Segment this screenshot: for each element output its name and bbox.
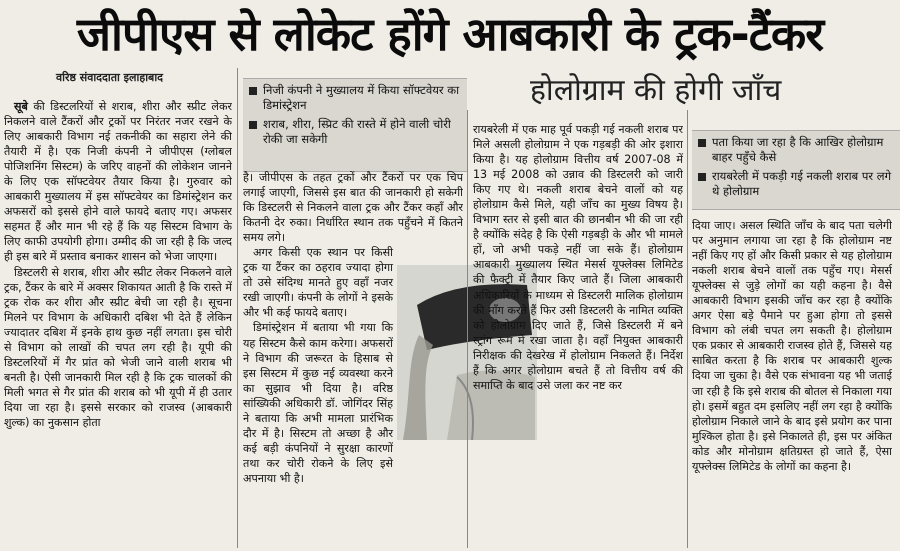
highlight-item (249, 83, 461, 113)
highlight-box-right (692, 130, 900, 210)
highlight-item (698, 135, 894, 165)
highlight-text: रायबरेली में पकड़ी गई नकली शराब पर लगे थे होलोग्राम (712, 169, 892, 198)
column-4-paragraph-1: दिया जाए। असल स्थिति जाँच के बाद पता चलेगी पर अनुमान लगाया जा रहा है कि होलोग्राम नष्ट नहीं किए गए हों और किसी प्रकार से यह होलोग्राम नकली शराब बेचने वालों तक पहुँच गए। मेसर्स यूफ्लेक्स से जुड़े लोगों का यही कहना है। वैसे आबकारी विभाग इसकी जाँच कर रहा है क्योंकि अगर ऐसा बड़े पैमाने पर हुआ होगा तो इससे विभाग को लंबी चपत लग सकती है। होलोग्राम एक प्रकार से आबकारी राजस्व होते हैं, जिससे यह साबित करता है कि शराब पर आबकारी शुल्क दिया जा चुका है। वैसे एक संभावना यह भी जताई जा रही है कि इसे शराब की बोतल से निकाला गया हो। इसमें बहुत दम इसलिए नहीं लग रहा है क्योंकि होलोग्राम निकाले जाने के बाद इसे प्रयोग कर पाना मुश्किल होता है। इसे निकालते ही, इस पर अंकित कोड और मोनोग्राम क्षतिग्रस्त हो जाते हैं, ऐसा यूफ्लेक्स लिमिटेड के लोगों का कहना है। (692, 219, 892, 473)
highlight-text: शराब, शीरा, स्प्रिट की रास्ते में होने वाली चोरी रोकी जा सकेगी (263, 117, 451, 146)
column-2-paragraph-2: अगर किसी एक स्थान पर किसी ट्रक या टैंकर का ठहराव ज्यादा होगा तो उसे संदिग्ध मानते हुए वहाँ नजर रखी जाएगी। कंपनी के लोगों ने इसके और भी कई फायदे बताए। (243, 246, 393, 320)
highlight-item (249, 117, 461, 147)
lead-word: सूबे (14, 100, 28, 113)
bullet-square-icon (249, 121, 257, 129)
column-1 (4, 99, 232, 549)
column-2-paragraph-3: डिमांस्ट्रेशन में बताया भी गया कि यह सिस्टम कैसे काम करेगा। अफसरों ने विभाग की जरूरत के हिसाब से इस सिस्टम में कुछ नई व्यवस्था करने का सुझाव भी दिया है। वरिष्ठ सांख्यिकी अधिकारी डॉ. जोगिंदर सिंह ने बताया कि अभी मामला प्रारंभिक दौर में है। सिस्टम तो अच्छा है और कई बड़ी कंपनियों ने सुरक्षा कारणों तथा कर चोरी रोकने के लिए इसे अपनाया भी है। (243, 321, 393, 485)
column-3 (473, 122, 683, 548)
highlight-text: पता किया जा रहा है कि आखिर होलोग्राम बाहर पहुँचे कैसे (712, 135, 884, 164)
column-4 (692, 218, 892, 548)
bullet-square-icon (698, 173, 706, 181)
column-1-paragraph-1 (4, 99, 232, 265)
highlight-box-left (243, 78, 467, 172)
column-1-text-1: की डिस्टलरियों से शराब, शीरा और स्प्रीट लेकर निकलने वाले टैंकरों और ट्रकों पर निरंतर नजर रखने के लिए आबकारी विभाग नई तकनीकी का सहारा लेने की तैयारी में है। एक निजी कंपनी ने जीपीएस (ग्लोबल पोजिशनिंग सिस्टम) के जरिए वाहनों की लोकेशन जानने के लिए एक सॉफ्टवेयर तैयार किया है। गुरुवार को आबकारी मुख्यालय में इस सॉफ्टवेयर का डिमांस्ट्रेशन कर अफसरों को इससे होने वाले फायदे बताए गए। अफसर सहमत हैं और मान भी रहे हैं कि यह सिस्टम विभाग के लिए काफी उपयोगी होगा। उम्मीद की जा रही है कि जल्द ही इस बारे में प्रस्ताव बनाकर शासन को भेजा जाएगा। (4, 100, 232, 264)
byline: वरिष्ठ संवाददाता इलाहाबाद (56, 71, 164, 84)
column-divider (237, 68, 238, 548)
highlight-item (698, 169, 894, 199)
bullet-square-icon (698, 139, 706, 147)
column-divider (467, 110, 468, 548)
bullet-square-icon (249, 87, 257, 95)
headline: जीपीएस से लोकेट होंगे आबकारी के ट्रक-टैंकर (76, 7, 824, 61)
subhead: होलोग्राम की होगी जाँच (530, 73, 782, 108)
column-divider (687, 110, 688, 548)
column-2-paragraph-1: है। जीपीएस के तहत ट्रकों और टैंकरों पर एक चिप लगाई जाएगी, जिससे इस बात की जानकारी हो सकेगी कि डिस्टलरी से निकलने वाला ट्रक और टैंकर कहाँ और कितनी देर रुका। निर्धारित स्थान तक पहुँचने में कितने समय लगे। (243, 171, 463, 245)
column-1-paragraph-2: डिस्टलरी से शराब, शीरा और स्प्रीट लेकर निकलने वाले ट्रक, टैंकर के बारे में अक्सर शिकायत आती है कि रास्ते में ट्रक रोक कर शीरा और स्प्रीट बेची जा रही है। सूचना मिलने पर विभाग के अधिकारी दबिश भी देते हैं लेकिन ज्यादातर दबिश में इनके हाथ कुछ नहीं लगता। इस चोरी से विभाग को लाखों की चपत लग रही है। यूपी की डिस्टलरियों में गैर प्रांत को भेजी जाने वाली शराब भी बनती है। ऐसी जानकारी मिल रही है कि ट्रक चालकों की मिली भगत से गैर प्रांत की शराब को भी यूपी में ही उतार दिया जा रहा है। इससे सरकार को राजस्व (आबकारी शुल्क) का नुकसान होता (4, 265, 232, 429)
highlight-text: निजी कंपनी ने मुख्यालय में किया सॉफ्टवेयर का डिमांस्ट्रेशन (263, 83, 460, 112)
column-3-paragraph-1: रायबरेली में एक माह पूर्व पकड़ी गई नकली शराब पर मिले असली होलोग्राम ने एक गड़बड़ी की ओर इशारा किया है। यह होलोग्राम वित्तीय वर्ष 2007-08 में 13 मई 2008 को उन्नाव की डिस्टलरी को जारी किए गए थे। नकली शराब बेचने वालों को यह होलोग्राम कैसे मिले, यही जाँच का मुख्य विषय है। विभाग स्तर से इसी बात की छानबीन भी की जा रही है क्योंकि संदेह है कि ऐसी गड़बड़ी के और भी मामले हों, जो अभी पकड़े नहीं जा सके हैं। होलोग्राम आबकारी मुख्यालय स्थित मेसर्स यूफ्लेक्स लिमिटेड की फैक्ट्री में तैयार किए जाते हैं। जिला आबकारी अधिकारियों के माध्यम से डिस्टलरी मालिक होलोग्राम की माँग करते हैं फिर उसी डिस्टलरी के नामित व्यक्ति को होलोग्राम दिए जाते हैं, जिसे डिस्टलरी में बने स्ट्रांग रूम में रखा जाता है। वहाँ नियुक्त आबकारी निरीक्षक की देखरेख में होलोग्राम निकलते हैं। निर्देश हैं कि अगर होलोग्राम बचते हैं तो वित्तीय वर्ष की समाप्ति के बाद उसे जला कर नष्ट कर (473, 123, 683, 392)
